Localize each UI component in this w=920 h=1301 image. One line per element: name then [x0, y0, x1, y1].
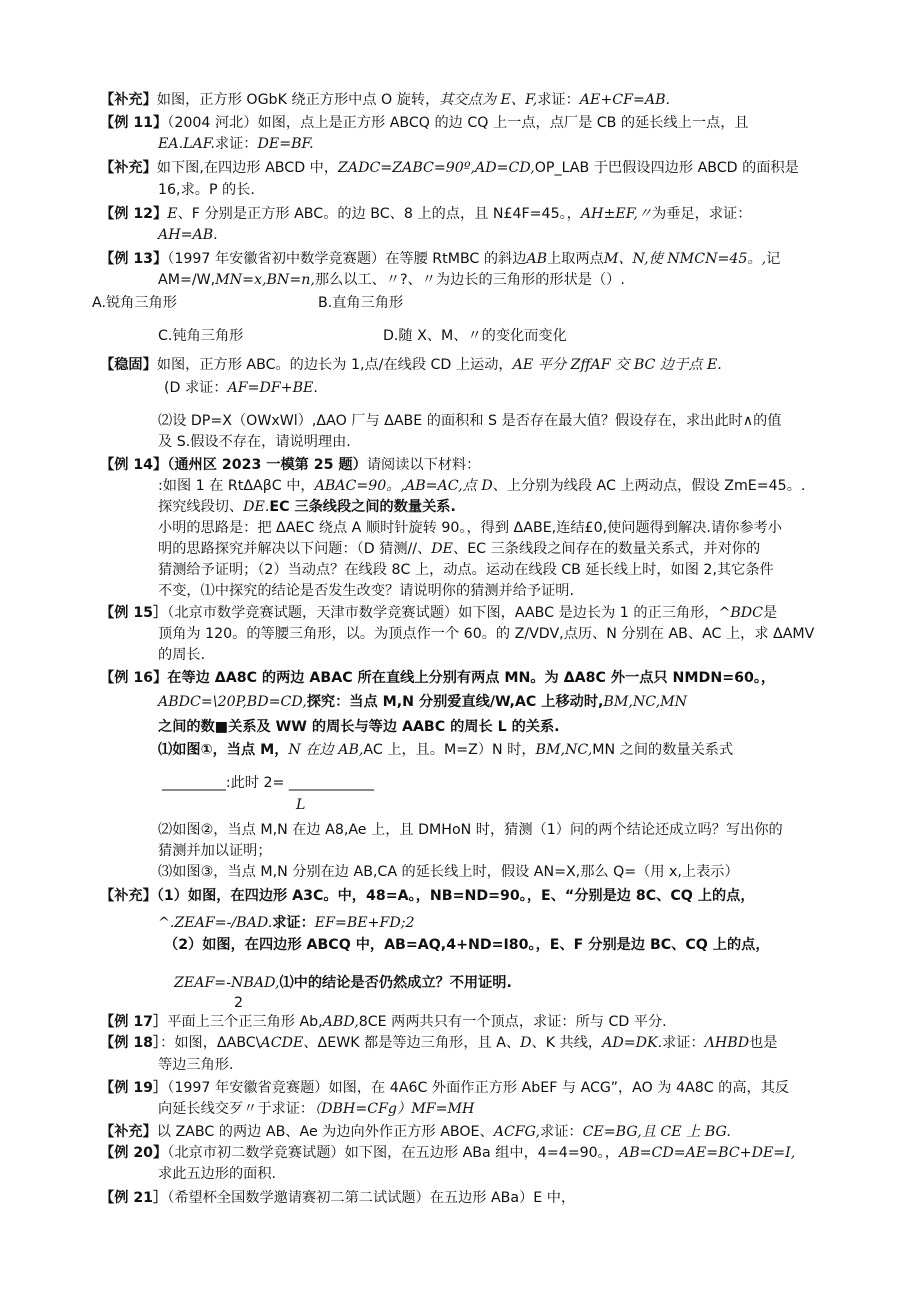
text-line: 顶角为 120。的等腰三角形，以。为顶点作一个 60。的 Z/VDV,点历、N 分别在 AB、AC 上，求 ΔAMV [158, 626, 815, 642]
text-line: 【例 15］（北京市数学竞赛试题，天津市数学竞赛试题）如下图，AABC 是边长为 1 的正三角形，^BDC是 [100, 605, 778, 621]
section-tag: 【补充】 [100, 888, 157, 904]
section-tag: 【例 15］ [100, 605, 168, 621]
text-line: 不变，⑴中探究的结论是否发生改变？请说明你的猜测并给予证明. [158, 583, 574, 599]
text-line: 【例 20】（北京市初二数学竞赛试题）如下图，在五边形 ABa 组中，4=4=90。，AB=CD=AE=BC+DE=I, [100, 1145, 796, 1161]
text-line: 猜测并加以证明； [158, 843, 272, 859]
section-tag: 【例 12】 [100, 206, 168, 222]
choice-line [383, 326, 567, 346]
text-line: 【例 19］（1997 年安徽省竞赛题）如图，在 4A6C 外面作正方形 AbEF 与 ACG”，AO 为 4A8C 的高，其反 [100, 1080, 790, 1096]
section-tag: 【稳固】 [100, 357, 157, 373]
text-line: 【补充】（1）如图，在四边形 A3C。中，48=A。，NB=ND=90。，E、“分别是边 8C、CQ 上的点， [100, 888, 755, 904]
text-line: ⑶如图③，当点 M,N 分别在边 AB,CA 的延长线上时，假设 AN=X,那么 Q=（用 x,上表示） [158, 864, 739, 880]
section-tag: 【补充】 [100, 160, 157, 176]
text-line: AH=AB. [158, 227, 218, 243]
text-line: 猜测给予证明；（2）当动点？在线段 8C 上，动点。运动在线段 CB 延长线上时，如图 2,其它条件 [158, 562, 774, 578]
text-line: 小明的思路是：把 ΔAEC 绕点 A 顺时针旋转 90。，得到 ΔABE,连结£0,使问题得到解决.请你参考小 [158, 520, 782, 536]
text-line: 【例 13】（1997 年安徽省初中数学竞赛题）在等腰 RtMBC 的斜边AB上取两点M、N,使 NMCN=45。,记 [100, 251, 781, 267]
text-line: 及 S.假设不存在，请说明理由. [158, 434, 351, 450]
choice-b: B.直角三角形 [318, 295, 404, 311]
text-line: (D 求证：AF=DF+BE. [164, 380, 318, 396]
choice-line [158, 326, 243, 346]
text-line: 等边三角形. [158, 1057, 234, 1073]
blank-line: _________:此时 2= ____________ [162, 775, 375, 791]
text-line: 的周长. [158, 647, 206, 663]
text-line: ⑴如图①，当点 M，N 在边 AB,AC 上，且。M=Z）N 时，BM,NC,MN 之间的数量关系式 [158, 742, 734, 758]
text-line: 明的思路探究并解决以下问题：（D 猜测//、DE、EC 三条线段之间存在的数量关系式，并对你的 [158, 541, 761, 557]
text-line: 【例 16】在等边 ΔA8C 的两边 ABAC 所在直线上分别有两点 MN。为 ΔA8C 外一点只 NMDN=60。， [100, 670, 776, 686]
text-line: 2 [234, 995, 244, 1011]
text-line: 【例 14】（通州区 2023 一模第 25 题）请阅读以下材料： [100, 457, 481, 473]
text-line: L [296, 797, 306, 813]
text-line: 探究线段切、DE.EC 三条线段之间的数量关系. [158, 499, 456, 515]
text-line: 【补充】以 ZABC 的两边 AB、Ae 为边向外作正方形 ABOE、ACFG,求证：CE=BG,且 CE 上 BG. [100, 1124, 731, 1140]
text-line: （2）如图，在四边形 ABCQ 中，AB=AQ,4+ND=I80。，E、F 分别是边 BC、CQ 上的点， [164, 937, 770, 953]
section-tag: 【补充】 [100, 92, 157, 108]
text-line: ⑵如图②，当点 M,N 在边 A8,Ae 上，且 DMHoN 时，猜测（1）问的两个结论还成立吗？写出你的 [158, 822, 783, 838]
section-tag: 【例 17］ [100, 1014, 168, 1030]
text-line: ABDC=\20P,BD=CD,探究：当点 M,N 分别爱直线/W,AC 上移动时,BM,NC,MN [158, 694, 688, 710]
text-line: 【例 18］：如图，ΔABC\ACDE、ΔEWK 都是等边三角形，且 A、D、K 共线，AD=DK.求证：ΛHBD也是 [100, 1035, 778, 1051]
section-tag: 【例 21］ [100, 1190, 168, 1206]
section-tag: 【例 18］ [100, 1035, 161, 1051]
text-line: ZEAF=-NBAD,⑴中的结论是否仍然成立？不用证明. [174, 975, 512, 991]
text-line: 之间的数■关系及 WW 的周长与等边 AABC 的周长 L 的关系. [158, 719, 560, 735]
choice-line [92, 293, 177, 313]
text-line: 【例 11】（2004 河北）如图，点上是正方形 ABCQ 的边 CQ 上一点，点厂是 CB 的延长线上一点，且 [100, 115, 749, 131]
section-tag: 【例 14】 [100, 457, 168, 473]
section-tag: 【例 16】 [100, 670, 168, 686]
text-line: 【稳固】如图，正方形 ABC。的边长为 1,点/在线段 CD 上运动，AE 平分 ZffAF 交 BC 边于点 E. [100, 357, 722, 373]
text-line: 【补充】如图，正方形 OGbK 绕正方形中点 O 旋转，其交点为 E、F,求证：AE+CF=AB. [100, 92, 671, 108]
text-line: 求此五边形的面积. [158, 1166, 277, 1182]
text-line: 向延长线交歹〃于求证：（DBH=CFg）MF=MH [158, 1101, 475, 1117]
text-line: 【例 21］（希望杯全国数学邀请赛初二第二试试题）在五边形 ABa）E 中， [100, 1190, 576, 1206]
section-tag: 【例 20】 [100, 1145, 168, 1161]
text-line: AM=/W,MN=x,BN=n,那么以工、〃?、〃为边长的三角形的形状是（）. [158, 272, 625, 288]
text-line: :如图 1 在 RtΔAβC 中，ABAC=90。,AB=AC,点 D、上分别为线段 AC 上两动点，假设 ZmE=45。. [158, 478, 806, 494]
text-line: ⑵设 DP=X（OWxWl）,ΔAO 厂与 ΔABE 的面积和 S 是否存在最大值？假设存在，求出此时∧的值 [158, 413, 782, 429]
section-tag: 【例 19］ [100, 1080, 168, 1096]
text-line: ^.ZEAF=-/BAD.求证：EF=BE+FD;2 [158, 915, 415, 931]
text-line: 【补充】如下图,在四边形 ABCD 中，ZADC=ZABC=90º,AD=CD,OP_LAB 于巴假设四边形 ABCD 的面积是 [100, 160, 799, 176]
section-tag: 【补充】 [100, 1124, 157, 1140]
choice-d: D.随 X、M、〃的变化而变化 [383, 328, 567, 344]
text-line: 16,求。P 的长. [158, 182, 255, 198]
section-tag: 【例 13】 [100, 251, 168, 267]
choice-a: A.锐角三角形 [92, 295, 177, 311]
choice-c: C.钝角三角形 [158, 328, 244, 344]
choice-line [318, 293, 403, 313]
text-line: 【例 17］平面上三个正三角形 Ab,ABD,8CE 两两共只有一个顶点，求证：所与 CD 平分. [100, 1014, 667, 1030]
text-line: 【例 12】E、F 分别是正方形 ABC。的边 BC、8 上的点，且 N£4F=45。，AH±EF,〃为垂足，求证： [100, 206, 752, 222]
section-tag: 【例 11】 [100, 115, 168, 131]
text-line: EA.LAF.求证：DE=BF. [158, 136, 314, 152]
